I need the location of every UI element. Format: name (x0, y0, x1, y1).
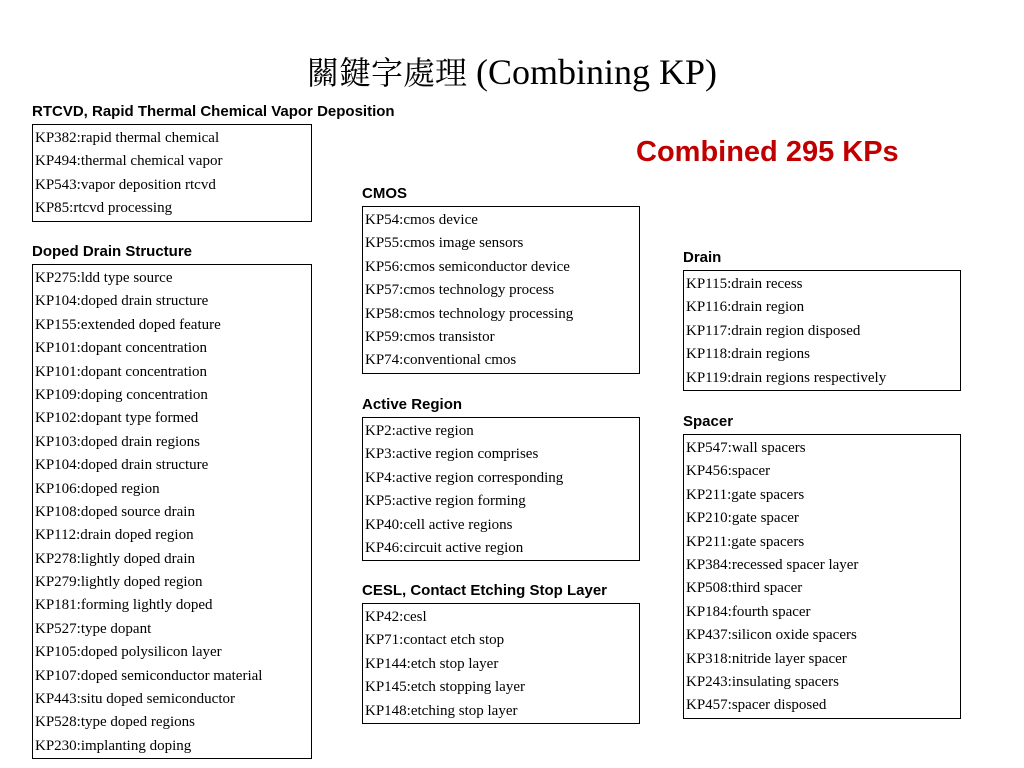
list-item: KP108:doped source drain (35, 503, 195, 520)
list-item: KP384:recessed spacer layer (686, 556, 859, 573)
list-item: KP528:type doped regions (35, 714, 195, 731)
list-item: KP275:ldd type source (35, 270, 173, 286)
keyword-list (32, 124, 312, 222)
combined-count-label: Combined 295 KPs (636, 136, 899, 168)
keyword-list (32, 264, 312, 759)
list-item: KP117:drain region disposed (686, 322, 861, 339)
group-heading: RTCVD, Rapid Thermal Chemical Vapor Deposition (32, 103, 395, 120)
keyword-list (362, 417, 640, 561)
list-item: KP59:cmos transistor (365, 328, 495, 345)
list-item: KP46:circuit active region (365, 539, 524, 556)
group-heading: Active Region (362, 396, 463, 413)
list-item: KP85:rtcvd processing (35, 200, 173, 217)
list-item: KP104:doped drain structure (35, 457, 209, 474)
list-item: KP103:doped drain regions (35, 433, 200, 450)
list-item: KP55:cmos image sensors (365, 235, 524, 252)
list-item: KP5:active region forming (365, 493, 526, 510)
list-item: KP105:doped polysilicon layer (35, 644, 222, 661)
group-doped-drain-structure (32, 243, 312, 759)
list-item: KP279:lightly doped region (35, 574, 203, 591)
keyword-list (362, 603, 640, 724)
list-item: KP74:conventional cmos (365, 352, 517, 369)
list-item: KP508:third spacer (686, 580, 803, 597)
list-item: KP101:dopant concentration (35, 340, 208, 357)
list-item: KP148:etching stop layer (365, 702, 518, 719)
list-item: KP40:cell active regions (365, 516, 513, 533)
list-item: KP181:forming lightly doped (35, 597, 213, 614)
keyword-list (683, 434, 961, 719)
list-item: KP382:rapid thermal chemical (35, 130, 220, 146)
group-heading: CESL, Contact Etching Stop Layer (362, 582, 608, 599)
list-item: KP118:drain regions (686, 346, 811, 363)
group-cesl (362, 582, 640, 724)
list-item: KP443:situ doped semiconductor (35, 691, 235, 708)
list-item: KP243:insulating spacers (686, 673, 839, 690)
list-item: KP102:dopant type formed (35, 410, 199, 427)
list-item: KP106:doped region (35, 480, 160, 497)
list-item: KP42:cesl (365, 609, 427, 625)
list-item: KP437:silicon oxide spacers (686, 627, 857, 644)
list-item: KP155:extended doped feature (35, 316, 221, 333)
list-item: KP278:lightly doped drain (35, 550, 195, 567)
list-item: KP456:spacer (686, 463, 771, 480)
list-item: KP494:thermal chemical vapor (35, 153, 223, 170)
slide-title-cjk: 關鍵字處理 (306, 54, 467, 92)
group-drain (683, 249, 961, 391)
list-item: KP210:gate spacer (686, 510, 799, 527)
list-item: KP112:drain doped region (35, 527, 194, 544)
list-item: KP3:active region comprises (365, 446, 539, 463)
list-item: KP116:drain region (686, 299, 805, 316)
list-item: KP56:cmos semiconductor device (365, 258, 570, 275)
group-heading: Spacer (683, 413, 734, 430)
group-heading: Doped Drain Structure (32, 243, 193, 260)
group-active-region (362, 396, 640, 561)
list-item: KP101:dopant concentration (35, 363, 208, 380)
group-spacer (683, 413, 961, 719)
slide-title-en: (Combining KP) (476, 52, 718, 92)
list-item: KP184:fourth spacer (686, 603, 811, 620)
list-item: KP104:doped drain structure (35, 293, 209, 310)
list-item: KP527:type dopant (35, 620, 152, 637)
list-item: KP71:contact etch stop (365, 632, 505, 649)
slide-title (0, 50, 1024, 95)
list-item: KP119:drain regions respectively (686, 369, 887, 386)
group-rtcvd (32, 103, 395, 222)
list-item: KP54:cmos device (365, 212, 478, 228)
list-item: KP211:gate spacers (686, 486, 805, 503)
list-item: KP58:cmos technology processing (365, 305, 574, 322)
list-item: KP2:active region (365, 423, 474, 439)
list-item: KP144:etch stop layer (365, 655, 499, 672)
keyword-list (362, 206, 640, 374)
list-item: KP457:spacer disposed (686, 697, 827, 714)
group-heading: CMOS (362, 185, 407, 202)
list-item: KP57:cmos technology process (365, 282, 555, 299)
group-heading: Drain (683, 249, 722, 266)
list-item: KP318:nitride layer spacer (686, 650, 847, 667)
list-item: KP4:active region corresponding (365, 469, 564, 486)
list-item: KP145:etch stopping layer (365, 679, 525, 696)
list-item: KP211:gate spacers (686, 533, 805, 550)
group-cmos (362, 185, 640, 374)
keyword-list (683, 270, 961, 391)
list-item: KP107:doped semiconductor material (35, 667, 263, 684)
list-item: KP115:drain recess (686, 276, 803, 292)
list-item: KP547:wall spacers (686, 440, 806, 456)
list-item: KP543:vapor deposition rtcvd (35, 176, 216, 193)
list-item: KP109:doping concentration (35, 386, 208, 403)
list-item: KP230:implanting doping (35, 737, 192, 754)
